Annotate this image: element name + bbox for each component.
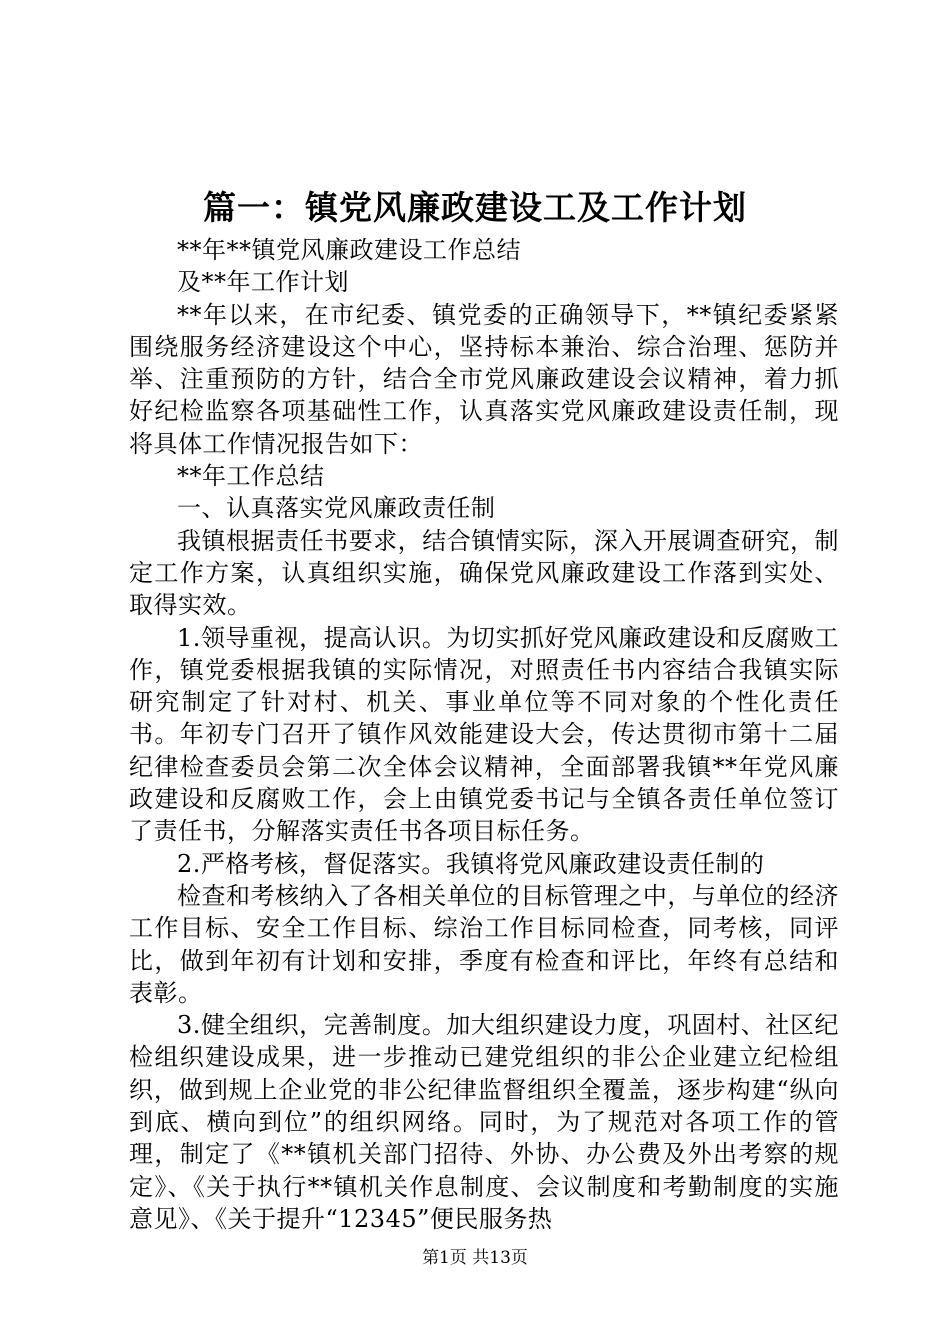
- document-body: [129, 234, 839, 1235]
- paragraph: 我镇根据责任书要求，结合镇情实际，深入开展调查研究，制定工作方案，认真组织实施，确保党风廉政建设工作落到实处、取得实效。: [129, 526, 839, 620]
- paragraph: 1.领导重视，提高认识。为切实抓好党风廉政建设和反腐败工作，镇党委根据我镇的实际情况，对照责任书内容结合我镇实际研究制定了针对村、机关、事业单位等不同对象的个性化责任书。年初专门召开了镇作风效能建设大会，传达贯彻市第十二届纪律检查委员会第二次全体会议精神，全面部署我镇**年党风廉政建设和反腐败工作，会上由镇党委书记与全镇各责任单位签订了责任书，分解落实责任书各项目标任务。: [129, 623, 839, 846]
- paragraph: 及**年工作计划: [177, 268, 349, 297]
- document-title: 篇一：镇党风廉政建设工及工作计划: [203, 188, 747, 227]
- paragraph: **年以来，在市纪委、镇党委的正确领导下，**镇纪委紧紧围绕服务经济建设这个中心，坚持标本兼治、综合治理、惩防并举、注重预防的方针，结合全市党风廉政建设会议精神，着力抓好纪检监察各项基础性工作，认真落实党风廉政建设责任制，现将具体工作情况报告如下：: [129, 300, 839, 458]
- paragraph: 一、认真落实党风廉政责任制: [177, 494, 496, 523]
- paragraph: **年工作总结: [177, 462, 325, 491]
- page-number-footer: 第1页 共13页: [422, 1248, 528, 1268]
- paragraph: 3.健全组织，完善制度。加大组织建设力度，巩固村、社区纪检组织建设成果，进一步推动已建党组织的非公企业建立纪检组织，做到规上企业党的非公纪律监督组织全覆盖，逐步构建“纵向到底、横向到位”的组织网络。同时，为了规范对各项工作的管理，制定了《**镇机关部门招待、外协、办公费及外出考察的规定》、《关于执行**镇机关作息制度、会议制度和考勤制度的实施意见》、《关于提升“12345”便民服务热: [129, 1011, 839, 1233]
- paragraph: **年**镇党风廉政建设工作总结: [177, 236, 521, 264]
- paragraph: 2.严格考核，督促落实。我镇将党风廉政建设责任制的: [177, 849, 765, 878]
- paragraph: 检查和考核纳入了各相关单位的目标管理之中，与单位的经济工作目标、安全工作目标、综治工作目标同检查，同考核，同评比，做到年初有计划和安排，季度有检查和评比，年终有总结和表彰。: [129, 881, 839, 1007]
